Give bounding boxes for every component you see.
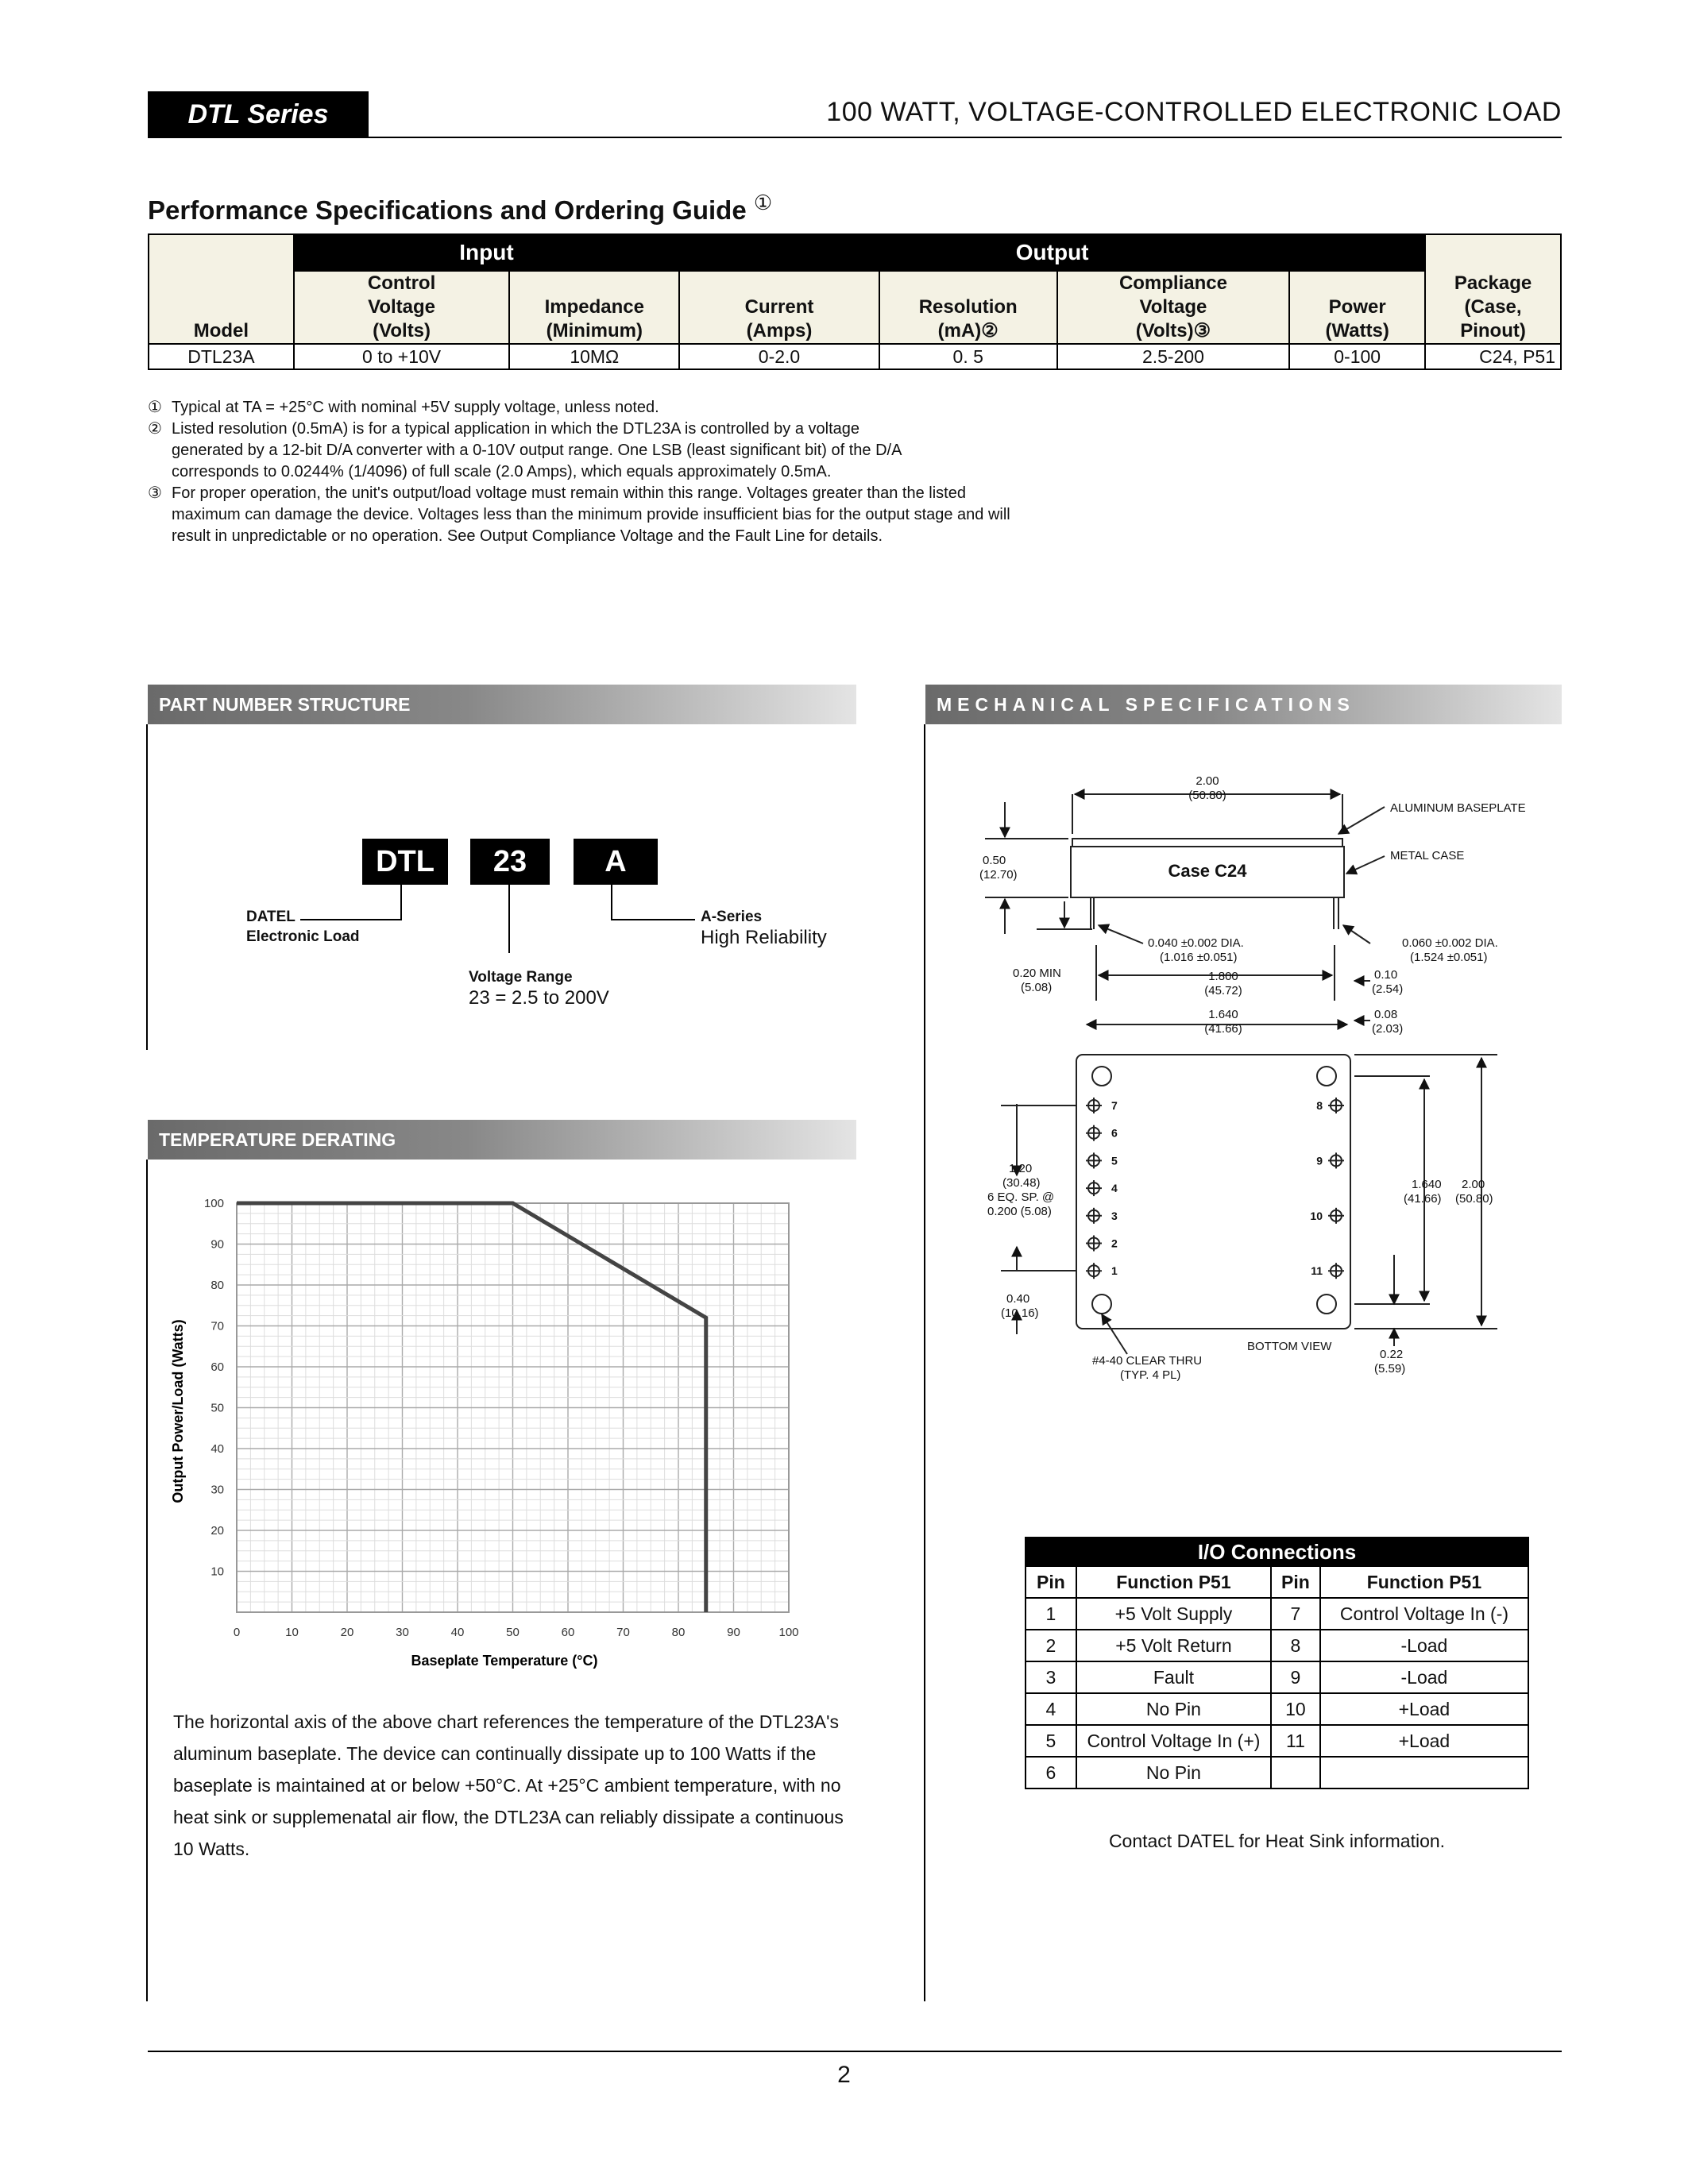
dim-spacing-1: 1.20 [1009,1162,1033,1175]
io-cell: +Load [1320,1725,1528,1757]
y-tick-label: 30 [211,1483,224,1497]
io-col-pin: Pin [1271,1566,1320,1598]
footnote-text [172,483,1061,547]
col-control-voltage-line: Voltage [368,296,436,318]
spec-heading-text: Performance Specifications and Ordering Guide [148,195,747,225]
io-cell: 5 [1026,1725,1076,1757]
footnote-mark: ③ [148,484,162,502]
chart-description: The horizontal axis of the above chart references the temperature of the DTL23A's aluminum baseplate. The device can continually dissipate up to 100 Watts if the baseplate is maintained at or below +50°C. At +25°C ambient temperature, with no heat sink or supplemenatal air flow, the DTL23A can reliably dissipate a continuous 10 Watts. [173,1711,844,1859]
pn-box-series: A [574,839,658,885]
dim-010-mm: (2.54) [1372,982,1404,996]
pin-large-dia: 0.060 ±0.002 DIA. [1402,936,1498,950]
pin-label: 5 [1111,1154,1118,1167]
io-cell: 2 [1026,1630,1076,1661]
io-col-pin: Pin [1026,1566,1076,1598]
x-tick-label: 0 [233,1626,241,1639]
pin-label: 2 [1111,1237,1118,1250]
spec-heading [148,191,772,226]
col-control-voltage-line: Control [367,272,436,294]
chart-x-axis-label: Baseplate Temperature (°C) [411,1653,598,1669]
y-tick-label: 50 [211,1401,224,1415]
bottom-view-label: BOTTOM VIEW [1247,1340,1332,1353]
footnote-line: corresponds to 0.0244% (1/4096) of full scale (2.0 Amps), which equals approximately 0.5mA. [172,463,832,480]
footnote-line: result in unpredictable or no operation. See Output Compliance Voltage and the Fault Line for details. [172,527,883,545]
page-number: 2 [837,2062,851,2088]
x-tick-label: 80 [671,1626,686,1639]
dim-height-in: 0.50 [983,854,1006,867]
x-tick-label: 90 [727,1626,740,1639]
label-metal-case: METAL CASE [1390,849,1465,862]
x-tick-label: 70 [616,1626,630,1639]
x-tick-label: 10 [285,1626,299,1639]
footnote [148,483,1061,547]
pn-label-range [469,967,609,1009]
footnote-line: Typical at TA = +25°C with nominal +5V supply voltage, unless noted. [172,399,659,416]
cell-control-voltage: 0 to +10V [294,344,510,369]
pin-small-dia: 0.040 ±0.002 DIA. [1148,936,1244,950]
pn-label-series [701,907,827,949]
dim-height-mm: (12.70) [979,868,1018,882]
io-cell: No Pin [1076,1693,1271,1725]
cell-power: 0-100 [1289,344,1425,369]
mechanical-header: MECHANICAL SPECIFICATIONS [925,685,1562,724]
dim-1800-in: 1.800 [1208,970,1238,983]
col-impedance [509,271,679,344]
cell-compliance: 2.5-200 [1057,344,1290,369]
col-power-line: Power [1328,296,1386,318]
footnote-mark: ① [148,399,162,416]
dim-spacing-2: (30.48) [1002,1176,1041,1190]
footnote-text [172,397,1061,419]
x-tick-label: 40 [450,1626,465,1639]
io-cell: +5 Volt Supply [1076,1598,1271,1630]
pin-label: 10 [1310,1209,1323,1222]
spec-group-row [149,234,1561,271]
temperature-left-rule [146,1160,148,2001]
col-control-voltage [294,271,510,344]
document-title: 100 WATT, VOLTAGE-CONTROLLED ELECTRONIC LOAD [826,97,1562,127]
clear-thru-sub: (TYP. 4 PL) [1120,1368,1181,1382]
footnote-line: generated by a 12-bit D/A converter with a 0-10V output range. One LSB (least significant bit) of the D/A [172,442,902,459]
col-power-line: (Watts) [1325,320,1389,341]
pin-label: 3 [1111,1209,1118,1222]
io-cell: 9 [1271,1661,1320,1693]
footnote-line: Listed resolution (0.5mA) is for a typical application in which the DTL23A is controlled by a voltage [172,420,860,438]
io-cell: 7 [1271,1598,1320,1630]
col-impedance-line: Impedance [544,296,644,318]
x-tick-label: 20 [340,1626,354,1639]
io-title-row [1026,1538,1528,1566]
col-current [679,271,879,344]
x-tick-label: 100 [778,1626,799,1639]
pn-box-dtl: DTL [362,839,448,885]
derating-chart [159,1179,858,1688]
io-table [1025,1537,1529,1789]
io-cell: 10 [1271,1693,1320,1725]
y-tick-label: 80 [211,1279,224,1292]
col-impedance-line: (Minimum) [546,320,643,341]
io-row [1026,1598,1528,1630]
group-output: Output [679,234,1425,271]
pin-label: 7 [1111,1099,1118,1112]
y-tick-label: 100 [203,1197,224,1210]
group-input: Input [294,234,679,271]
io-header-row [1026,1566,1528,1598]
dim-r1640-in: 1.640 [1412,1178,1442,1191]
pin-label: 9 [1316,1154,1323,1167]
y-tick-label: 40 [211,1442,224,1456]
dim-min-in: 0.20 MIN [1013,967,1061,980]
spec-header-row [149,271,1561,344]
cell-package: C24, P51 [1425,344,1561,369]
io-row [1026,1725,1528,1757]
spec-table [148,233,1562,370]
part-number-header: PART NUMBER STRUCTURE [148,685,856,724]
io-cell: +Load [1320,1693,1528,1725]
spec-data-row [149,344,1561,369]
col-power [1289,271,1425,344]
pn-box-range: 23 [470,839,550,885]
y-tick-label: 90 [211,1237,224,1252]
dim-1640-mm: (41.66) [1204,1022,1242,1036]
footnotes [148,397,1061,547]
series-badge: DTL Series [148,91,369,137]
io-cell [1271,1757,1320,1788]
pn-label-series-line2: High Reliability [701,927,827,948]
cell-model: DTL23A [149,344,294,369]
pin-label: 8 [1316,1099,1323,1112]
io-cell: 1 [1026,1598,1076,1630]
io-cell: 3 [1026,1661,1076,1693]
io-cell [1320,1757,1528,1788]
col-resolution-line: (mA)② [937,320,999,341]
io-cell: 4 [1026,1693,1076,1725]
col-compliance [1057,271,1290,344]
dim-010-in: 0.10 [1374,968,1398,982]
dim-min-mm: (5.08) [1021,981,1053,994]
cell-resolution: 0. 5 [879,344,1057,369]
col-current-line: (Amps) [746,320,813,341]
clear-thru-label: #4-40 CLEAR THRU [1092,1354,1203,1368]
pn-label-datel-line2: Electronic Load [246,928,360,945]
io-cell: Fault [1076,1661,1271,1693]
label-baseplate: ALUMINUM BASEPLATE [1390,801,1526,815]
io-row [1026,1630,1528,1661]
io-cell: No Pin [1076,1757,1271,1788]
io-cell: Control Voltage In (+) [1076,1725,1271,1757]
col-compliance-line: Voltage [1139,296,1207,318]
pin-small-dia-mm: (1.016 ±0.051) [1160,951,1238,964]
x-tick-label: 50 [506,1626,520,1639]
chart-y-axis-label: Output Power/Load (Watts) [170,1319,186,1503]
footer-rule [148,2051,1562,2052]
dim-040-in: 0.40 [1006,1292,1030,1306]
y-tick-label: 20 [211,1524,224,1538]
pn-label-datel-line1: DATEL [246,909,295,925]
col-resolution [879,271,1057,344]
col-resolution-line: Resolution [918,296,1018,318]
pn-label-range-line2: 23 = 2.5 to 200V [469,987,609,1009]
footnote-text [172,419,1061,483]
col-model: Model [149,234,294,344]
dim-008-in: 0.08 [1374,1008,1398,1021]
dim-040-mm: (10.16) [1001,1306,1039,1320]
y-tick-label: 60 [211,1360,224,1374]
pin-label: 1 [1111,1264,1118,1278]
x-tick-label: 30 [396,1626,409,1639]
part-number-left-rule [146,724,148,1050]
io-row [1026,1661,1528,1693]
col-package-line: Package [1454,272,1532,294]
footnote [148,419,1061,483]
y-tick-label: 10 [211,1565,224,1579]
io-col-function: Function P51 [1320,1566,1528,1598]
dim-1640-in: 1.640 [1208,1008,1238,1021]
io-cell: -Load [1320,1661,1528,1693]
dim-r200-in: 2.00 [1462,1178,1485,1191]
col-control-voltage-line: (Volts) [373,320,431,341]
dim-022-mm: (5.59) [1374,1362,1406,1376]
pn-label-datel [246,907,360,947]
col-package-line: (Case, Pinout) [1460,296,1526,341]
footnote-mark: ② [148,420,162,438]
dim-spacing-3: 6 EQ. SP. @ [987,1190,1055,1204]
io-cell: -Load [1320,1630,1528,1661]
footnote-line: maximum can damage the device. Voltages less than the minimum provide insufficient bias for the output stage and will [172,506,1010,523]
dim-r200-mm: (50.80) [1455,1192,1493,1206]
dim-008-mm: (2.03) [1372,1022,1404,1036]
cell-impedance: 10MΩ [509,344,679,369]
col-compliance-line: Compliance [1118,272,1227,294]
dim-width-mm: (50.80) [1188,789,1226,802]
io-title: I/O Connections [1026,1538,1528,1566]
mechanical-drawing [925,762,1561,1390]
dim-r1640-mm: (41.66) [1404,1192,1442,1206]
col-current-line: Current [744,296,814,318]
header-rule [148,137,1562,138]
pin-label: 4 [1111,1182,1118,1195]
pn-label-range-line1: Voltage Range [469,969,573,986]
spec-heading-mark: ① [753,191,773,214]
heat-sink-contact: Contact DATEL for Heat Sink information. [1108,1831,1446,1851]
io-row [1026,1757,1528,1788]
io-row [1026,1693,1528,1725]
io-cell: 11 [1271,1725,1320,1757]
io-cell: Control Voltage In (-) [1320,1598,1528,1630]
footnote-line: For proper operation, the unit's output/load voltage must remain within this range. Voltages greater than the listed [172,484,966,502]
cell-current: 0-2.0 [679,344,879,369]
col-package [1425,234,1561,344]
pin-label: 11 [1311,1264,1323,1278]
io-col-function: Function P51 [1076,1566,1271,1598]
dim-width-in: 2.00 [1196,774,1219,788]
pin-large-dia-mm: (1.524 ±0.051) [1410,951,1488,964]
col-compliance-line: (Volts)③ [1135,320,1211,341]
dim-022-in: 0.22 [1380,1348,1404,1361]
io-cell: +5 Volt Return [1076,1630,1271,1661]
y-tick-label: 70 [211,1319,224,1333]
io-cell: 6 [1026,1757,1076,1788]
dim-1800-mm: (45.72) [1204,984,1242,997]
footnote [148,397,1061,419]
x-tick-label: 60 [561,1626,575,1639]
pn-label-series-line1: A-Series [701,909,763,925]
dim-spacing-4: 0.200 (5.08) [987,1205,1052,1218]
case-label: Case C24 [1168,861,1247,881]
io-cell: 8 [1271,1630,1320,1661]
pin-label: 6 [1111,1126,1118,1140]
temperature-header: TEMPERATURE DERATING [148,1120,856,1160]
